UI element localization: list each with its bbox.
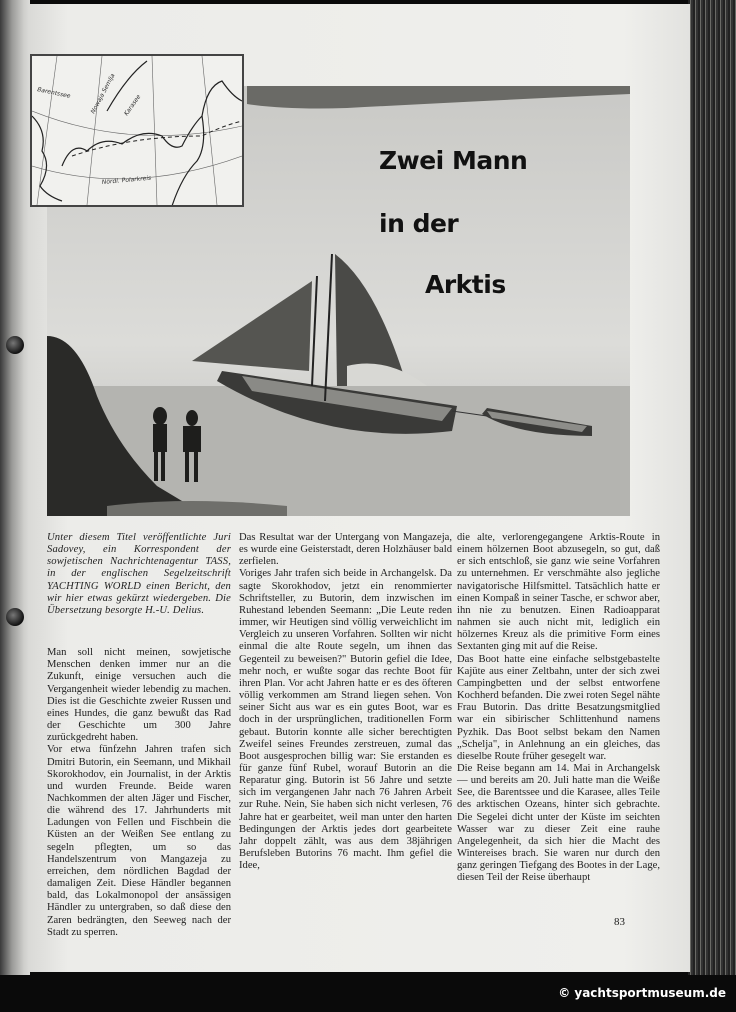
paragraph: Die Reise begann am 14. Mai in Archangelsk — und bereits am 20. Juli hatte man die Weiße See, die Barentssee und die Karasee, alles Teile des arktischen Ozeans, hinter sich gebrachte. Die Segelei dicht unter der Küste im seichten Wasser war zu dieser Zeit eine rauhe Angelegenheit, da sich hier die Macht des Wintereises brach. Sie waren nur durch den ganz geringen Tiefgang des Bootes in der Lage, diesen Teil der Reise überhaupt [457,762,660,884]
article-intro: Unter diesem Titel veröffentlichte Juri Sadovey, ein Korrespondent der sowjetischen Nachrichtenagentur TASS, in der englischen Segelzeitschrift YACHTING WORLD einen Bericht, den wir hier etwas gekürzt wiedergeben. Die Übersetzung besorgte H.-U. Delius. [47,532,231,616]
headline-line-2: in der [379,209,459,238]
book-binding [0,0,30,975]
binder-ring [6,336,24,354]
headline-line-1: Zwei Mann [379,146,528,175]
paragraph: Voriges Jahr trafen sich beide in Archangelsk. Da sagte Skorokhodov, jetzt ein renommierter Schriftsteller, zu Butorin, dem inzwischen im Ruhestand lebenden Seemann: „Die Leute reden immer, wir Heutigen sind völlig verweichlicht im Vergleich zu unseren Vorfahren. Sollten wir nicht einmal die alte Route segeln, um ihnen das Gegenteil zu beweisen?" Butorin gefiel die Idee, mehr noch, er wußte sogar das rechte Boot für ihren Plan. Vor acht Jahren hatte er es des öfteren völlig verkommen am Strand liegen sehen. Von seiner Sicht aus war es ein gutes Boot, war es doch in der ursprünglichen, traditionellen Form gebaut. Butorin konnte alle sicher berechtigten Zweifel seines Freundes zerstreuen, zumal das Boot ausgesprochen billig war: Sie erstanden es für ganze fünf Rubel, worauf Butorin an die Reparatur ging. Butorin ist 56 Jahre und setzte sich im vergangenen Jahr nach 76 Jahren Arbeit zur Ruhe. Nein, Sie haben sich nicht verlesen, 76 Jahre hat er gearbeitet, weil man unter den harten Bedingungen der Arktis jedes dort gearbeitete Jahr doppelt zählt, was aus dem 38jährigen Berufsleben Butorins 76 macht. Ihm gefiel die Idee, [239,568,452,872]
page-number: 83 [614,916,625,928]
paragraph: Das Resultat war der Untergang von Mangazeja, es wurde eine Geisterstadt, deren Holzhäuser bald zerfielen. [239,532,452,568]
copyright-watermark: © yachtsportmuseum.de [558,986,726,1000]
paragraph: Vor etwa fünfzehn Jahren trafen sich Dmitri Butorin, ein Seemann, und Mikhail Skorokhodov, ein Journalist, in der Arktis und wurden Freunde. Beide waren Nachkommen der alten Jäger und Fischer, die während des 17. Jahrhunderts mit Ladungen von Fellen und Fischbein die Küsten an der Weißen See entlang zu segeln pflegten, um so das Handelszentrum von Mangazeja zu erreichen, dem nördlichen Bagdad der damaligen Zeit. Diese Händler begannen bald, das Lokalmonopol der ansässigen Händler zu untergraben, so daß diese den Zaren bedrängten, den Seeweg nach der Stadt zu sperren. [47,744,231,938]
arctic-route-map [30,54,244,207]
paragraph: Man soll nicht meinen, sowjetische Menschen denken immer nur an die Zukunft, einige versuchen auch die Vergangenheit wieder lebendig zu machen. Dies ist die Geschichte zweier Russen und eines Hundes, die ganz bewußt das Rad der Geschichte um 300 Jahre zurückgedreht haben. [47,647,231,744]
article-column-2 [239,532,452,872]
article-column-1 [47,532,231,939]
page-stack-edge [688,0,736,975]
binder-ring [6,608,24,626]
map-label-polarkreis: Nördl. Polarkreis [101,174,152,186]
article-column-3 [457,532,660,885]
headline-line-3: Arktis [425,270,506,299]
map-label-barentssee: Barentssee [36,86,72,100]
paragraph: Das Boot hatte eine einfache selbstgebastelte Kajüte aus einer Zeltbahn, unter der sich zwei Campingbetten und der selbst entworfene Kochherd befanden. Die zwei roten Segel nähte Frau Butorin. Das dritte Besatzungsmitglied war ein sibirischer Schlittenhund namens Pyzhik. Das Boot selbst bekam den Namen „Schelja", in Anlehnung an ein gleiches, das dieselbe Route früher gesegelt war. [457,653,660,762]
paragraph: die alte, verlorengegangene Arktis-Route in einem hölzernen Boot abzusegeln, so gut, daß er sich entschloß, sie ganz wie seine Vorfahren zu unternehmen. Er verschmähte also jegliche navigatorische Hilfsmittel. Tatsächlich hatte er einen Kompaß in seiner Tasche, er schwor aber, ihn nie zu benutzen. Einen Radioapparat nahmen sie auch nicht mit, lediglich ein hölzernes Kreuz als die primitive Form eines Sextanten ging mit auf die Reise. [457,532,660,653]
map-label-karasee: Karasee [122,93,143,118]
map-label-nowaja-semlja: Nowaja Semlja [89,72,117,115]
